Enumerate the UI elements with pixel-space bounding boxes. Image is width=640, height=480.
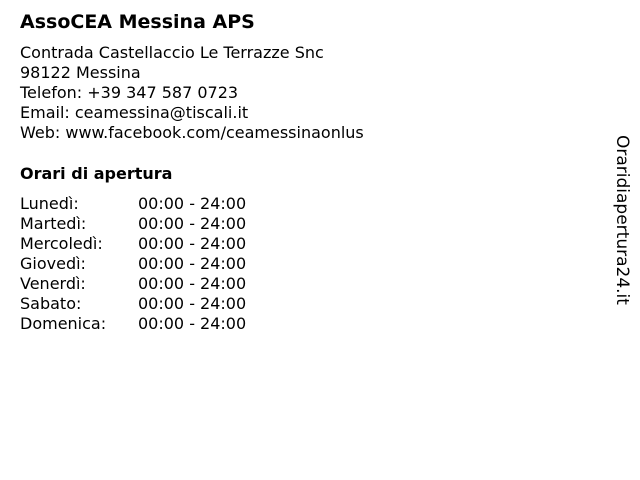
hours-row-monday — [20, 194, 280, 214]
day-label: Martedì: — [20, 214, 87, 233]
hours-row-wednesday — [20, 234, 280, 254]
time-range: 00:00 - 24:00 — [138, 274, 247, 293]
hours-row-thursday — [20, 254, 280, 274]
opening-hours-title: Orari di apertura — [20, 164, 173, 183]
day-label: Mercoledì: — [20, 234, 103, 253]
time-range: 00:00 - 24:00 — [138, 214, 247, 233]
web-line: Web: www.facebook.com/ceamessinaonlus — [20, 123, 364, 142]
time-range: 00:00 - 24:00 — [138, 194, 247, 213]
hours-row-tuesday — [20, 214, 280, 234]
day-label: Giovedì: — [20, 254, 86, 273]
address-street: Contrada Castellaccio Le Terrazze Snc — [20, 43, 324, 62]
time-range: 00:00 - 24:00 — [138, 314, 247, 333]
day-label: Domenica: — [20, 314, 107, 333]
hours-row-friday — [20, 274, 280, 294]
hours-row-saturday — [20, 294, 280, 314]
opening-hours-table — [20, 194, 280, 334]
address-city: 98122 Messina — [20, 63, 141, 82]
day-label: Venerdì: — [20, 274, 86, 293]
hours-row-sunday — [20, 314, 280, 334]
email-line: Email: ceamessina@tiscali.it — [20, 103, 249, 122]
business-name: AssoCEA Messina APS — [20, 11, 255, 33]
contact-block — [20, 43, 364, 143]
day-label: Sabato: — [20, 294, 82, 313]
time-range: 00:00 - 24:00 — [138, 294, 247, 313]
phone-line: Telefon: +39 347 587 0723 — [20, 83, 239, 102]
day-label: Lunedì: — [20, 194, 79, 213]
time-range: 00:00 - 24:00 — [138, 254, 247, 273]
site-watermark: Oraridiapertura24.it — [612, 135, 632, 305]
time-range: 00:00 - 24:00 — [138, 234, 247, 253]
